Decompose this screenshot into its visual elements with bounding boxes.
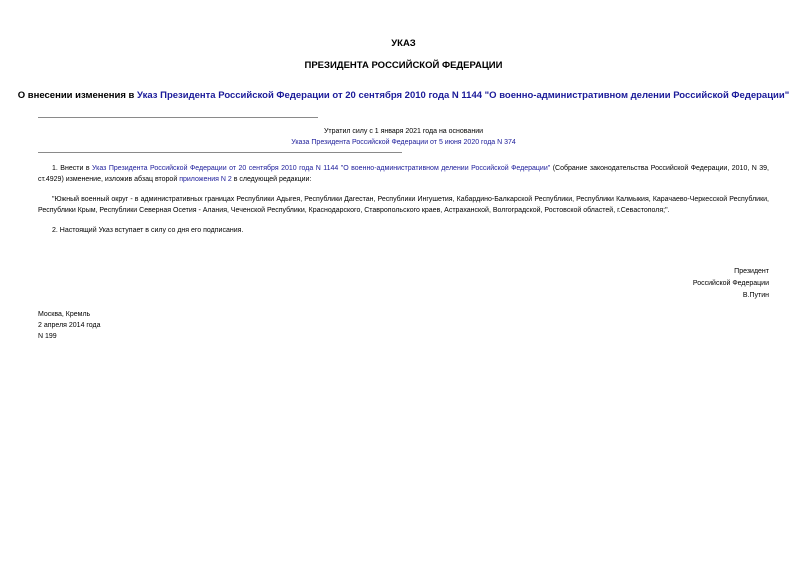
place: Москва, Кремль [38,311,91,318]
decree-number: N 199 [38,333,57,340]
signature-org: Российской Федерации [692,280,769,287]
document-title: УКАЗ [391,38,416,49]
p1-suffix: в следующей редакции: [231,176,312,183]
heading-decree-link[interactable]: Указ Президента Российской Федерации от 20 сентября 2010 года N 1144 "О военно-административном делении Российской Федерации" [137,90,790,101]
divider-top [38,117,318,118]
signature-name: В.Путин [742,292,769,299]
document-heading [0,90,807,101]
paragraph-1 [38,163,769,185]
signature-title: Президент [734,268,769,275]
signature-block [693,266,769,302]
heading-prefix: О внесении изменения в [17,90,138,101]
status-note-text: Утратил силу с 1 января 2021 года на основании [323,128,484,135]
appendix-link[interactable]: приложения N 2 [179,176,232,183]
document-subtitle: ПРЕЗИДЕНТА РОССИЙСКОЙ ФЕДЕРАЦИИ [304,60,503,71]
quoted-paragraph: "Южный военный округ - в административных границах Республики Адыгея, Республики Дагестан, Республики Ингушетия, Кабардино-Балкарской Республики, Республики Калмыкия, Карачаево-Черкесской Республики, Республики Крым, Республики Северная Осетия - Алания, Чеченской Республики, Краснодарского, Ставропольского краев, Астраханской, Волгоградской, Ростовской областей, г.Севастополя;". [38,196,769,214]
place-date-block [38,309,101,342]
p1-middle: (Собрание законодательства Российской Федерации, 2010, N 39, ст.4929) изменение, изложив абзац второй [38,165,769,183]
status-note [38,126,769,148]
date: 2 апреля 2014 года [38,322,101,329]
status-note-link[interactable]: Указа Президента Российской Федерации от 5 июня 2020 года N 374 [291,139,516,146]
divider-bottom [38,152,402,153]
paragraph-2: 2. Настоящий Указ вступает в силу со дня его подписания. [52,227,244,234]
p1-prefix: 1. Внести в [52,165,93,172]
p1-decree-link[interactable]: Указ Президента Российской Федерации от 20 сентября 2010 года N 1144 "О военно-административном делении Российской Федерации" [92,165,551,172]
